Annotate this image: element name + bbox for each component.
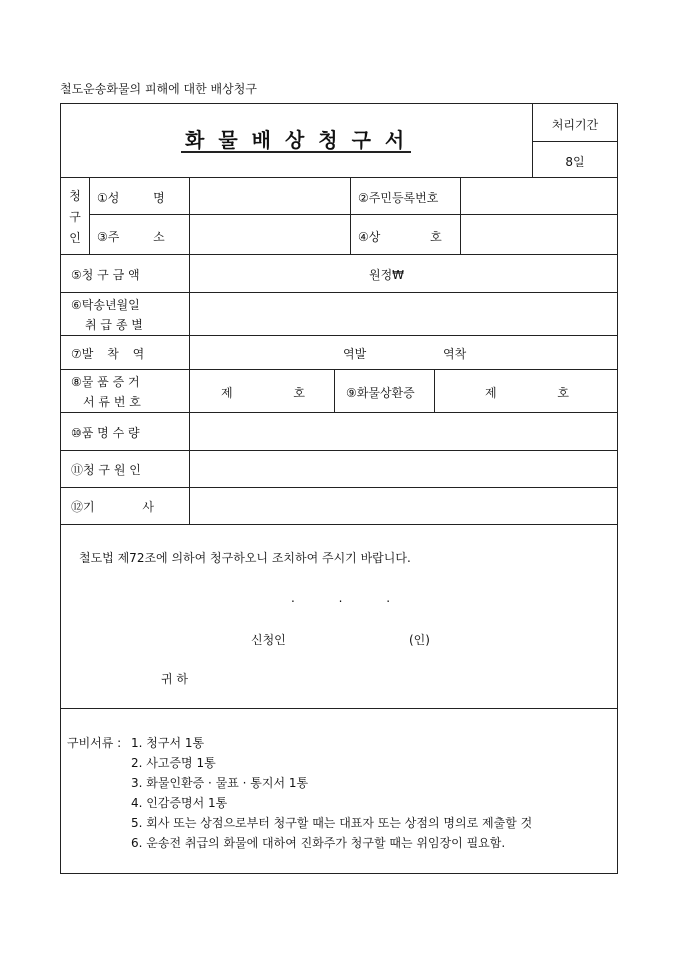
declaration-text: 철도법 제72조에 의하여 청구하오니 조치하여 주시기 바랍니다. bbox=[79, 551, 411, 565]
exchange-label: ⑨화물상환증 bbox=[346, 386, 415, 400]
form-caption: 철도운송화물의 피해에 대한 배상청구 bbox=[60, 82, 257, 96]
exchange-suffix: 호 bbox=[557, 386, 569, 400]
title-underline bbox=[181, 151, 411, 153]
attachments-label: 구비서류 : bbox=[67, 736, 122, 750]
attachment-3: 3. 화물인환증 · 물표 · 통지서 1통 bbox=[131, 776, 309, 790]
station-arrive: 역착 bbox=[443, 347, 467, 361]
claimant-char-1: 청 bbox=[69, 189, 81, 203]
attachment-5: 5. 회사 또는 상점으로부터 청구할 때는 대표자 또는 상점의 명의로 제출할 것 bbox=[131, 816, 533, 830]
attachment-1: 1. 청구서 1통 bbox=[131, 736, 205, 750]
claimant-char-2: 구 bbox=[69, 210, 81, 224]
address-label: ③주 소 bbox=[97, 230, 165, 244]
addressee-label: 귀 하 bbox=[161, 672, 188, 686]
claimant-char-3: 인 bbox=[69, 231, 81, 245]
applicant-label: 신청인 bbox=[251, 633, 286, 647]
evidence-number bbox=[221, 384, 305, 401]
reason-label: ⑪청 구 원 인 bbox=[71, 463, 141, 477]
processing-value: 8일 bbox=[565, 155, 585, 169]
date-label: ⑥탁송년월일 bbox=[71, 298, 140, 312]
exchange-number bbox=[485, 384, 569, 401]
amount-unit: 원정₩ bbox=[369, 268, 405, 282]
evidence-label: ⑧물 품 증 거 bbox=[71, 375, 140, 389]
item-label: ⑩품 명 수 량 bbox=[71, 426, 140, 440]
attachment-2: 2. 사고증명 1통 bbox=[131, 756, 216, 770]
station-label: ⑦발 착 역 bbox=[71, 347, 145, 361]
handling-type-label: 취 급 종 별 bbox=[85, 318, 143, 332]
station-depart: 역발 bbox=[343, 347, 367, 361]
resident-number-label: ②주민등록번호 bbox=[358, 191, 439, 205]
processing-divider bbox=[532, 141, 618, 142]
processing-label: 처리기간 bbox=[551, 118, 599, 132]
amount-label: ⑤청 구 금 액 bbox=[71, 268, 140, 282]
evidence-suffix: 호 bbox=[293, 386, 305, 400]
form-title: 화물배상청구서 bbox=[185, 128, 419, 152]
claim-form bbox=[60, 103, 618, 874]
name-label: ①성 명 bbox=[97, 191, 165, 205]
evidence-label-2: 서 류 번 호 bbox=[83, 395, 141, 409]
date-dots: . . . bbox=[291, 591, 391, 605]
evidence-prefix: 제 bbox=[221, 386, 233, 400]
exchange-prefix: 제 bbox=[485, 386, 497, 400]
remarks-label: ⑫기 사 bbox=[71, 500, 154, 514]
attachment-6: 6. 운송전 취급의 화물에 대하여 진화주가 청구할 때는 위임장이 필요함. bbox=[131, 836, 506, 850]
attachment-4: 4. 인감증명서 1통 bbox=[131, 796, 228, 810]
seal-label: (인) bbox=[409, 633, 430, 647]
trade-name-label: ④상 호 bbox=[358, 230, 442, 244]
